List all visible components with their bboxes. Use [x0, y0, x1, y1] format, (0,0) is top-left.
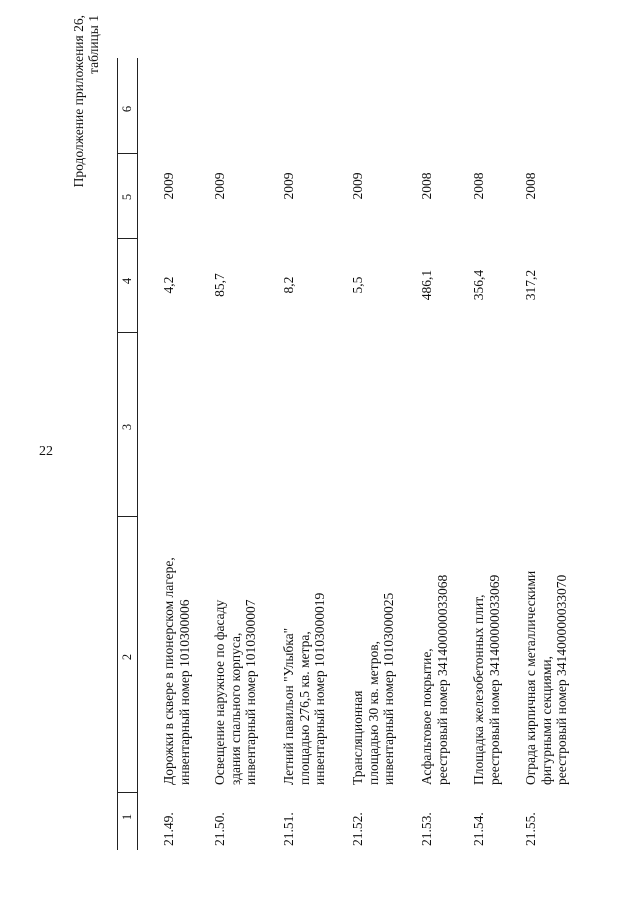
header-col-6: 6 — [120, 105, 134, 113]
column-divider — [117, 332, 137, 333]
row-number: 21.51. — [281, 812, 296, 846]
column-divider — [117, 516, 137, 517]
row-name — [471, 575, 502, 785]
row-name-line: Ограда кирпичная с металлическими — [523, 570, 538, 785]
row-name-line: реестровый номер 341400000033068 — [434, 574, 450, 785]
row-name-line: площадью 276,5 кв. метра, — [296, 631, 312, 785]
page-number: 22 — [39, 444, 53, 459]
header-bottom-border — [137, 58, 138, 850]
column-divider — [117, 153, 137, 154]
row-value: 356,4 — [471, 269, 486, 301]
row-year: 2009 — [212, 172, 227, 200]
row-name — [281, 593, 328, 785]
row-year: 2008 — [471, 172, 486, 200]
column-divider — [117, 792, 137, 793]
row-number: 21.50. — [212, 812, 227, 846]
header-col-4: 4 — [120, 277, 134, 285]
row-name-line: инвентарный номер 10103000019 — [312, 592, 327, 785]
row-name-line: Летний павильон "Улыбка" — [281, 627, 296, 785]
caption-line-1: Продолжение приложения 26, — [71, 15, 86, 188]
row-year: 2008 — [523, 172, 538, 200]
header-col-1: 1 — [120, 813, 134, 821]
row-value: 85,7 — [212, 273, 227, 297]
row-name-line: инвентарный номер 1010300006 — [176, 599, 192, 785]
row-name-line: фигурными секциями, — [538, 656, 554, 785]
row-name — [161, 557, 192, 785]
header-col-5: 5 — [120, 193, 134, 201]
row-year: 2008 — [419, 172, 434, 200]
row-name — [350, 593, 397, 785]
row-number: 21.55. — [523, 812, 538, 846]
row-name — [523, 571, 570, 785]
row-number: 21.53. — [419, 812, 434, 846]
row-name-line: инвентарный номер 10103000025 — [381, 592, 396, 785]
row-year: 2009 — [350, 172, 365, 200]
row-name — [212, 599, 259, 785]
row-number: 21.49. — [161, 812, 176, 846]
table-top-border — [117, 58, 118, 850]
row-name-line: здания спального корпуса, — [227, 632, 243, 785]
row-year: 2009 — [281, 172, 296, 200]
row-name-line: площадью 30 кв. метров, — [365, 641, 381, 785]
row-name-line: инвентарный номер 1010300007 — [243, 599, 258, 785]
header-col-2: 2 — [120, 653, 134, 661]
row-name-line: Асфальтовое покрытие, — [419, 648, 434, 785]
row-number: 21.52. — [350, 812, 365, 846]
row-value: 317,2 — [523, 269, 538, 301]
caption-line-2: таблицы 1 — [86, 15, 101, 74]
row-number: 21.54. — [471, 812, 486, 846]
row-year: 2009 — [161, 172, 176, 200]
row-value: 4,2 — [161, 276, 176, 294]
row-value: 8,2 — [281, 276, 296, 294]
row-name-line: реестровый номер 341400000033070 — [554, 574, 569, 785]
row-name-line: реестровый номер 341400000033069 — [486, 574, 502, 785]
row-name-line: Дорожки в сквере в пионерском лагере, — [161, 557, 176, 785]
row-name-line: Освещение наружное по фасаду — [212, 599, 227, 785]
header-col-3: 3 — [120, 423, 134, 431]
row-name-line: Площадка железобетонных плит, — [471, 594, 486, 785]
row-value: 5,5 — [350, 276, 365, 294]
row-value: 486,1 — [419, 269, 434, 301]
column-divider — [117, 238, 137, 239]
row-name — [419, 575, 450, 785]
row-name-line: Трансляционная — [350, 690, 365, 785]
